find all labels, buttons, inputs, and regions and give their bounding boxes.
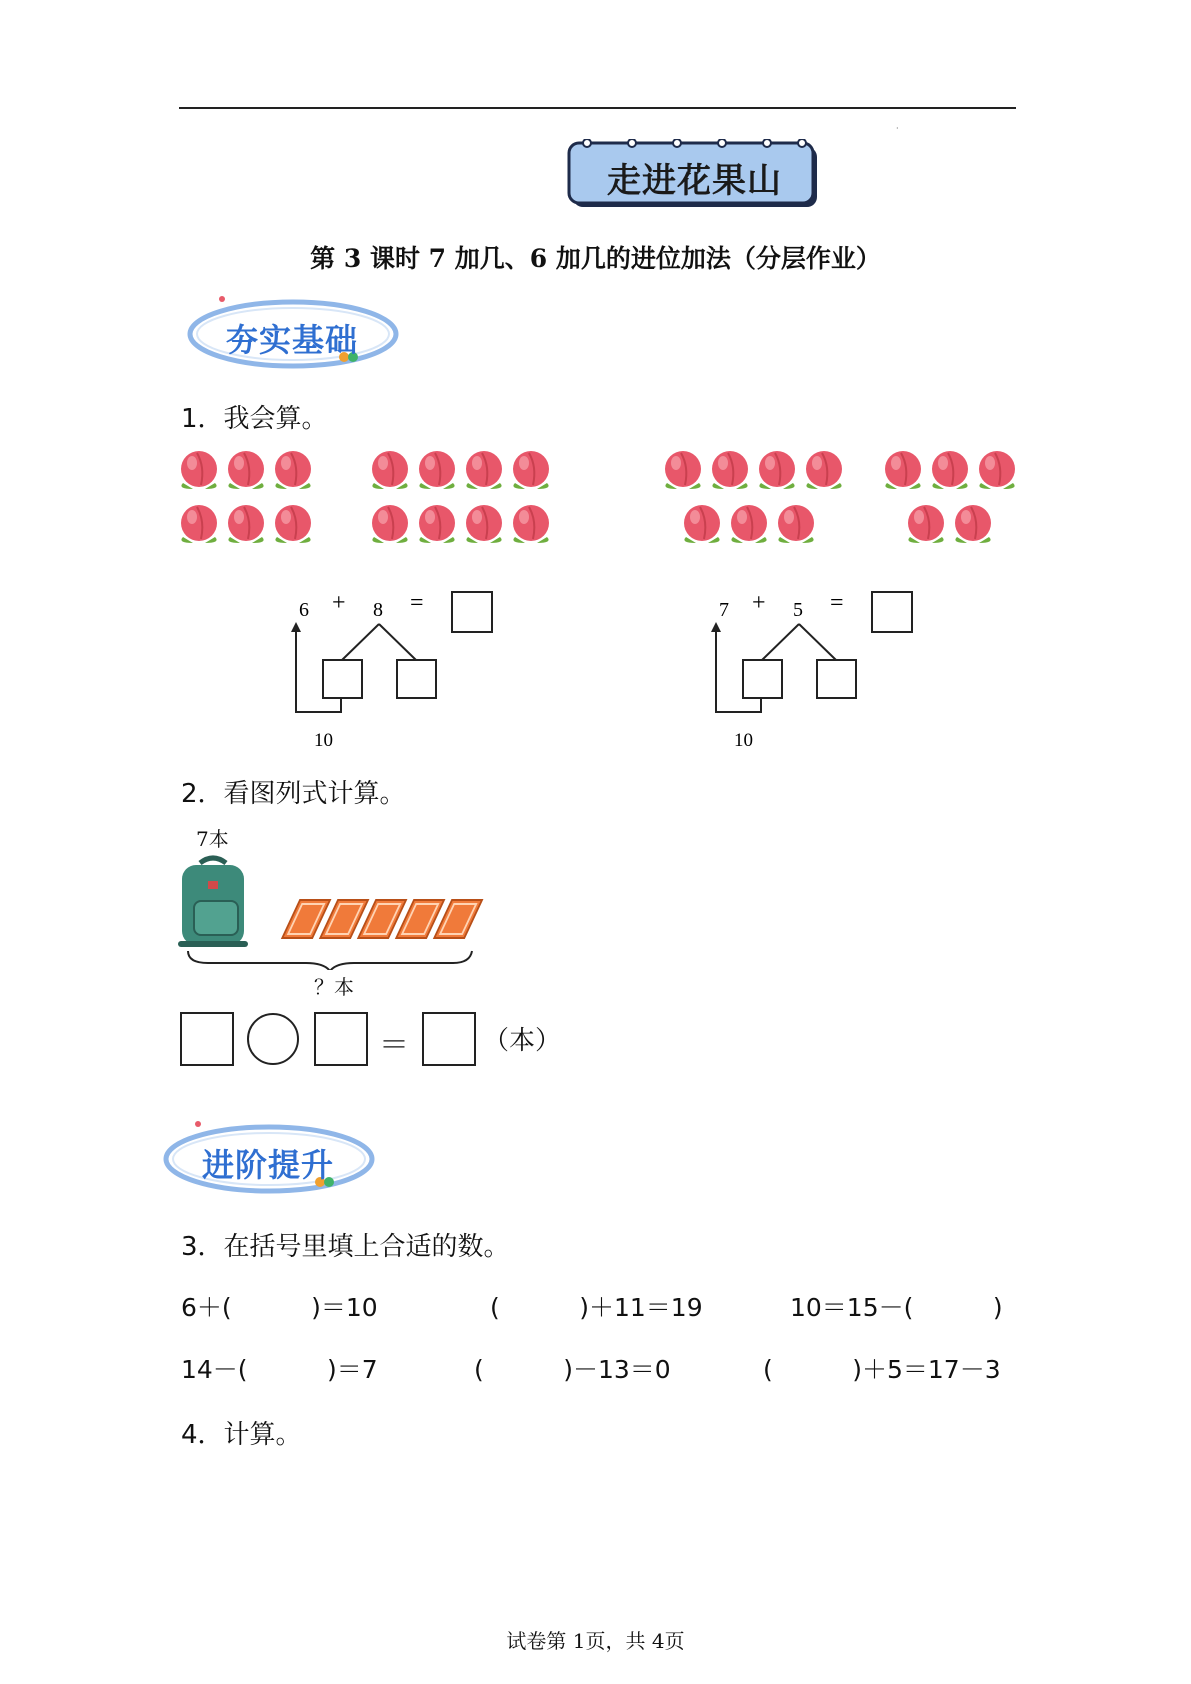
make-ten-diagram-1: [280, 586, 520, 756]
q2-answer-row: [180, 1012, 560, 1068]
section-badge-advanced: [163, 1120, 378, 1196]
split-lines: [762, 624, 836, 660]
q2-title: 2．看图列式计算。: [181, 779, 406, 809]
ten-label: 10: [314, 730, 333, 751]
ten-bracket: [296, 628, 341, 712]
q1-title: 1．我会算。: [181, 404, 328, 434]
split-box-1: [323, 660, 362, 698]
header-rule: [179, 107, 1016, 109]
books-icon: [282, 900, 482, 938]
answer-box-1[interactable]: [180, 1012, 234, 1066]
total-unknown-label: ？本: [314, 975, 354, 999]
ten-label: 10: [734, 730, 753, 751]
peach-group-4: [885, 451, 1015, 543]
fill-item-3: 10＝15－( ): [790, 1293, 1003, 1322]
q3-title: 3．在括号里填上合适的数。: [181, 1232, 510, 1262]
q4-title: 4．计算。: [181, 1420, 302, 1450]
addend-b: 5: [793, 599, 803, 621]
header-dot: ·: [896, 124, 899, 133]
arrow-head-icon: [711, 622, 721, 632]
plus-sign: +: [332, 590, 346, 616]
total-brace: [188, 951, 472, 970]
ten-bracket: [716, 628, 761, 712]
peach-group-2: [372, 451, 549, 543]
split-box-2: [397, 660, 436, 698]
plus-sign: +: [752, 590, 766, 616]
split-box-1: [743, 660, 782, 698]
known-count-label: 7本: [196, 827, 229, 851]
fill-item-1: 6＋( )＝10: [181, 1293, 378, 1322]
peach-illustration: [176, 445, 1021, 547]
split-box-2: [817, 660, 856, 698]
make-ten-diagram-2: [700, 586, 940, 756]
answer-box: [452, 592, 492, 632]
backpack-books-illustration: [178, 855, 498, 970]
page-footer: 试卷第 1页，共 4页: [506, 1629, 685, 1653]
equals-sign: =: [830, 590, 844, 616]
title-banner: [567, 139, 822, 211]
peach-group-3: [665, 451, 842, 543]
section-label-basic: 夯实基础: [225, 321, 358, 359]
unit-label: （本）: [483, 1026, 562, 1056]
fill-item-5: ( )－13＝0: [474, 1355, 671, 1384]
operator-circle[interactable]: [247, 1013, 299, 1065]
backpack-icon: [178, 858, 248, 947]
answer-box-2[interactable]: [314, 1012, 368, 1066]
answer-box: [872, 592, 912, 632]
fill-item-4: 14－( )＝7: [181, 1355, 378, 1384]
banner-title: 走进花果山: [607, 161, 782, 201]
section-badge-basic: [187, 295, 402, 371]
fill-item-2: ( )＋11＝19: [490, 1293, 703, 1322]
equals-sign: =: [410, 590, 424, 616]
q2-equals: ＝: [379, 1028, 409, 1063]
addend-a: 6: [299, 599, 309, 621]
addend-b: 8: [373, 599, 383, 621]
answer-box-3[interactable]: [422, 1012, 476, 1066]
split-lines: [342, 624, 416, 660]
fill-item-6: ( )＋5＝17－3: [763, 1355, 1001, 1384]
section-label-advanced: 进阶提升: [201, 1146, 334, 1184]
addend-a: 7: [719, 599, 729, 621]
lesson-subtitle: 第 3 课时 7 加几、6 加几的进位加法（分层作业）: [310, 244, 881, 273]
arrow-head-icon: [291, 622, 301, 632]
peach-group-1: [181, 451, 311, 543]
